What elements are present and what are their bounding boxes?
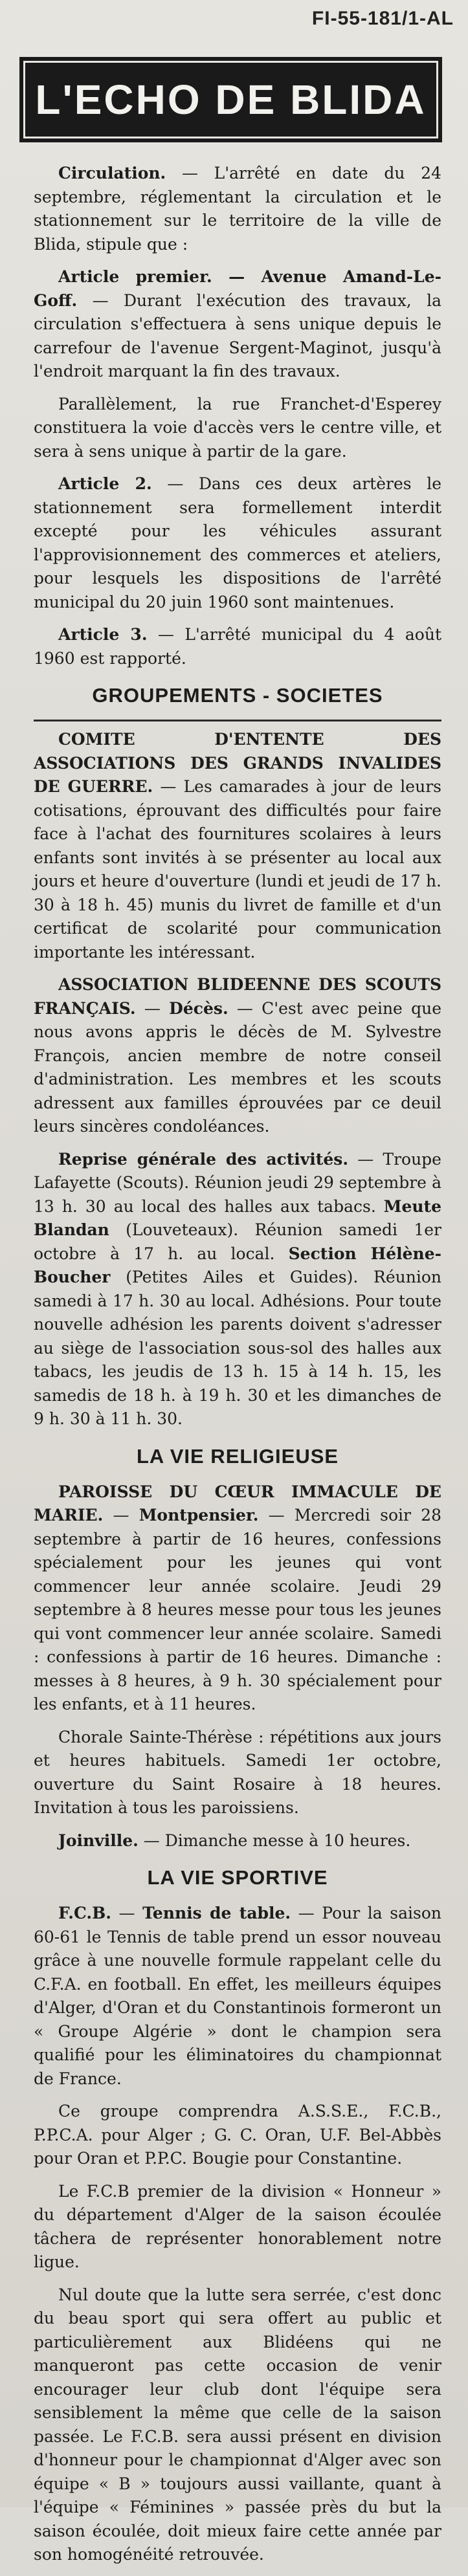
reprise-label: Reprise générale des activités.	[58, 1149, 349, 1169]
article-3-label: Article 3.	[58, 625, 148, 644]
section-heading-groupements: GROUPEMENTS - SOCIETES	[92, 684, 383, 707]
masthead-title: L'ECHO DE BLIDA	[35, 76, 427, 123]
archive-reference: FI-55-181/1-AL	[311, 8, 454, 29]
deces-label: Décès.	[169, 998, 228, 1018]
meute-label: Meute Blandan	[34, 1196, 441, 1239]
section-heading-sportive: LA VIE SPORTIVE	[147, 1866, 328, 1889]
section-helene-label: Section Hélène-Boucher	[34, 1244, 442, 1286]
masthead	[19, 57, 442, 142]
paroisse-notice: PAROISSE DU CŒUR IMMACULE DE MARIE. — Montpensier. — Mercredi soir 28 septembre à partir de 16 heures, confessions spécialement pour les jeunes qui vont commencer leur année scolaire. Jeudi 29 septembre à 8 heures messe pour tous les jeunes qui vont commencer leur année scolaire. Samedi : confessions à partir de 16 heures. Dimanche : messes à 8 heures, à 9 h. 30 spécialement pour les enfants, et à 11 heures.	[34, 1482, 441, 1713]
article-2-label: Article 2.	[58, 474, 152, 493]
reprise-text-1: — Troupe Lafayette (Scouts). Réunion jeudi 29 septembre à 13 h. 30 au local des halles aux tabacs.	[34, 1149, 441, 1216]
reprise-notice	[34, 1148, 441, 1431]
circulation-article-2	[34, 472, 441, 614]
scouts-notice: ASSOCIATION BLIDEENNE DES SCOUTS FRANÇAIS. — Décès. — C'est avec peine que nous avons appris le décès de M. Sylvestre François, ancien membre de notre conseil d'administration. Les membres et les scouts adressent aux familles éprouvées par ce deuil leurs sincères condoléances.	[34, 975, 441, 1136]
scouts-text: — C'est avec peine que nous avons appris le décès de M. Sylvestre François, ancien membre de notre conseil d'administration. Les membres et les scouts adressent aux familles éprouvées par ce deuil leurs sincères condoléances.	[34, 998, 441, 1136]
montpensier-label: Montpensier.	[139, 1506, 259, 1525]
joinville-text: — Dimanche messe à 10 heures.	[138, 1831, 411, 1850]
circulation-intro-text: — L'arrêté en date du 24 septembre, réglementant la circulation et le stationnement sur le territoire de la ville de Blida, stipule que :	[34, 164, 441, 254]
tennis-label: Tennis de table.	[142, 1904, 291, 1922]
article-2-text: — Dans ces deux artères le stationnement sera formellement interdit excepté pour les véhicules assurant l'approvisionnement des commerces et ateliers, pour lesquels les dispositions de l'arrêté municipal du 20 juin 1960 sont maintenues.	[34, 474, 441, 611]
article-1-text: — Durant l'exécution des travaux, la circulation s'effectuera à sens unique depuis le carrefour de l'avenue Sergent-Maginot, jusqu'à l'endroit marquant la fin des travaux.	[34, 291, 441, 380]
section-heading-religieuse: LA VIE RELIGIEUSE	[136, 1444, 339, 1468]
circulation-article-1	[34, 265, 441, 384]
article-body	[34, 162, 441, 2576]
lutte-paragraph: Nul doute que la lutte sera serrée, c'est donc du beau sport qui sera offert au public et particulièrement aux Blidéens qui ne manqueront pas cette occasion de venir encourager leur club dont l'équipe sera sensiblement la même que celle de la saison passée. Le F.C.B. sera aussi présent en division d'honneur pour le championnat d'Alger avec son équipe « B » toujours aussi vaillante, quant à l'équipe « Féminines » passée près du but la saison écoulée, doit mieux faire cette année par son homogénéité retrouvée.	[34, 2285, 441, 2564]
division-paragraph: Le F.C.B premier de la division « Honneur » du département d'Alger de la saison écoulée tâchera de représenter honorablement notre ligue.	[34, 2181, 441, 2271]
article-3-text: — L'arrêté municipal du 4 août 1960 est rapporté.	[34, 625, 442, 668]
article-1-label: Article premier. — Avenue Amand-Le-Goff.	[34, 267, 441, 310]
joinville-notice	[34, 1829, 441, 1853]
reprise-text-3: (Petites Ailes et Guides). Réunion samedi à 17 h. 30 au local. Adhésions. Pour toute nouvelle adhésion les parents doivent s'adresser au siège de l'association sous-sol des halles aux tabacs, les jeudis de 13 h. 15 à 14 h. 15, les samedis de 18 h. à 19 h. 30 et les dimanches de 9 h. 30 à 11 h. 30.	[34, 1268, 441, 1428]
circulation-article-3	[34, 623, 441, 670]
comite-text: — Les camarades à jour de leurs cotisations, éprouvant des difficultés pour faire face à l'achat des fournitures scolaires à leurs enfants sont invités à se présenter au local aux jours et heure d'ouverture (lundi et jeudi de 17 h. 30 à 18 h. 45) munis du livret de famille et d'un certificat de scolarité pour communication importante les intéressant.	[34, 777, 441, 962]
circulation-paragraph: Parallèlement, la rue Franchet-d'Esperey constituera la voie d'accès vers le centre ville, et sera à sens unique à partir de la gare.	[34, 394, 441, 461]
paroisse-text: — Mercredi soir 28 septembre à partir de 16 heures, confessions spécialement pour les jeunes qui vont commencer leur année scolaire. Jeudi 29 septembre à 8 heures messe pour tous les jeunes qui vont commencer leur année scolaire. Samedi : confessions à partir de 16 heures. Dimanche : messes à 8 heures, à 9 h. 30 spécialement pour les enfants, et à 11 heures.	[34, 1506, 441, 1713]
circulation-intro	[34, 162, 441, 256]
comite-label: COMITE D'ENTENTE DES ASSOCIATIONS DES GRANDS INVALIDES DE GUERRE.	[34, 730, 441, 796]
scouts-label: ASSOCIATION BLIDEENNE DES SCOUTS FRANÇAIS.	[34, 975, 441, 1018]
fcb-text: — Pour la saison 60-61 le Tennis de table prend un essor nouveau grâce à une nouvelle formule rappelant celle du C.F.A. en football. En effet, les meilleurs équipes d'Alger, d'Oran et du Constantinois formeront un « Groupe Algérie » dont le champion sera qualifié pour les éliminatoires du championnat de France.	[34, 1904, 441, 2088]
joinville-label: Joinville.	[58, 1831, 139, 1850]
fcb-notice: F.C.B. — Tennis de table. — Pour la saison 60-61 le Tennis de table prend un essor nouveau grâce à une nouvelle formule rappelant celle du C.F.A. en football. En effet, les meilleurs équipes d'Alger, d'Oran et du Constantinois formeront un « Groupe Algérie » dont le champion sera qualifié pour les éliminatoires du championnat de France.	[34, 1904, 441, 2088]
circulation-label: Circulation.	[58, 164, 166, 182]
chorale-notice: Chorale Sainte-Thérèse : répétitions aux jours et heures habituels. Samedi 1er octobre, ouverture du Saint Rosaire à 18 heures. Invitation à tous les paroissiens.	[34, 1727, 441, 1817]
paroisse-label: PAROISSE DU CŒUR IMMACULE DE MARIE.	[34, 1482, 441, 1525]
section-divider	[34, 720, 441, 721]
comite-notice	[34, 728, 441, 964]
reprise-text-2: (Louveteaux). Réunion samedi 1er octobre à 17 h. au local.	[34, 1220, 441, 1263]
groupe-paragraph: Ce groupe comprendra A.S.S.E., F.C.B., P.P.C.A. pour Alger ; G. C. Oran, U.F. Bel-Abbès pour Oran et P.P.C. Bougie pour Constantine.	[34, 2102, 441, 2168]
fcb-label: F.C.B.	[58, 1904, 111, 1922]
